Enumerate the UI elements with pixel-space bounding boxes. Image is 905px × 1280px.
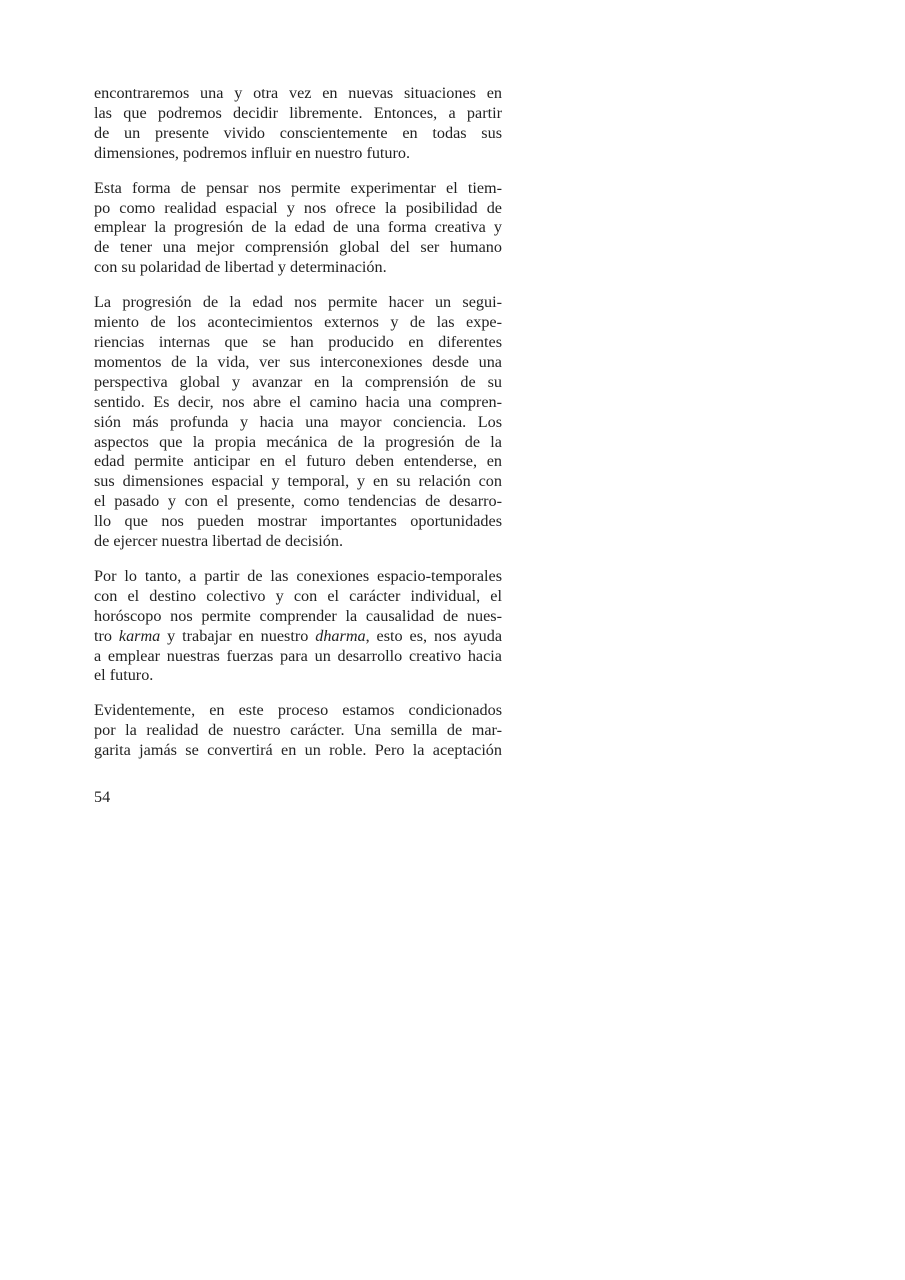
body-text — [94, 84, 502, 776]
text-line: edad permite anticipar en el futuro deben entenderse, en — [94, 452, 502, 471]
text-line: riencias internas que se han producido en diferentes — [94, 332, 502, 351]
text-line: de un presente vivido conscientemente en todas sus — [94, 123, 502, 142]
text-line: las que podremos decidir libremente. Entonces, a partir — [94, 103, 502, 122]
text-line: de ejercer nuestra libertad de decisión. — [94, 532, 343, 551]
text-line: encontraremos una y otra vez en nuevas situaciones en — [94, 84, 502, 102]
text-line: a emplear nuestras fuerzas para un desarrollo creativo hacia — [94, 646, 502, 665]
italic-term-dharma: dharma — [315, 626, 366, 645]
text-line: el futuro. — [94, 666, 154, 685]
text-line: dimensiones, podremos influir en nuestro futuro. — [94, 143, 411, 162]
text-line-with-italics — [94, 627, 502, 647]
text-line: de tener una mejor comprensión global del ser humano — [94, 238, 502, 257]
paragraph-1 — [94, 84, 502, 164]
text-line: con el destino colectivo y con el carácter individual, el — [94, 586, 502, 605]
text-line: por la realidad de nuestro carácter. Una semilla de mar- — [94, 721, 502, 740]
text-run: , esto es, nos ayuda — [365, 626, 503, 645]
text-line: po como realidad espacial y nos ofrece la posibilidad de — [94, 198, 502, 217]
text-line: Por lo tanto, a partir de las conexiones espacio-temporales — [94, 566, 502, 585]
text-line: con su polaridad de libertad y determinación. — [94, 258, 387, 277]
text-line: Evidentemente, en este proceso estamos condicionados — [94, 701, 502, 720]
italic-term-karma: karma — [118, 626, 161, 645]
text-line: horóscopo nos permite comprender la causalidad de nues- — [94, 606, 502, 625]
paragraph-2 — [94, 179, 502, 279]
text-line: el pasado y con el presente, como tendencias de desarro- — [94, 492, 502, 511]
paragraph-3 — [94, 293, 502, 552]
paragraph-4 — [94, 567, 502, 686]
text-line: sión más profunda y hacia una mayor conciencia. Los — [94, 412, 502, 431]
page-number: 54 — [94, 788, 111, 806]
text-line: perspectiva global y avanzar en la comprensión de su — [94, 372, 502, 391]
paragraph-5 — [94, 701, 502, 761]
text-line: emplear la progresión de la edad de una forma creativa y — [94, 218, 502, 237]
text-run: tro — [94, 626, 119, 645]
text-line: sentido. Es decir, nos abre el camino hacia una compren- — [94, 392, 502, 411]
text-line: llo que nos pueden mostrar importantes oportunidades — [94, 512, 502, 531]
text-line: Esta forma de pensar nos permite experimentar el tiem- — [94, 178, 502, 197]
text-line: sus dimensiones espacial y temporal, y en su relación con — [94, 472, 502, 491]
text-line: aspectos que la propia mecánica de la progresión de la — [94, 432, 502, 451]
text-line: La progresión de la edad nos permite hacer un segui- — [94, 293, 502, 312]
text-line: garita jamás se convertirá en un roble. Pero la aceptación — [94, 741, 502, 760]
text-line: momentos de la vida, ver sus interconexiones desde una — [94, 352, 502, 371]
text-run: y trabajar en nuestro — [160, 626, 316, 645]
text-line: miento de los acontecimientos externos y de las expe- — [94, 313, 502, 332]
